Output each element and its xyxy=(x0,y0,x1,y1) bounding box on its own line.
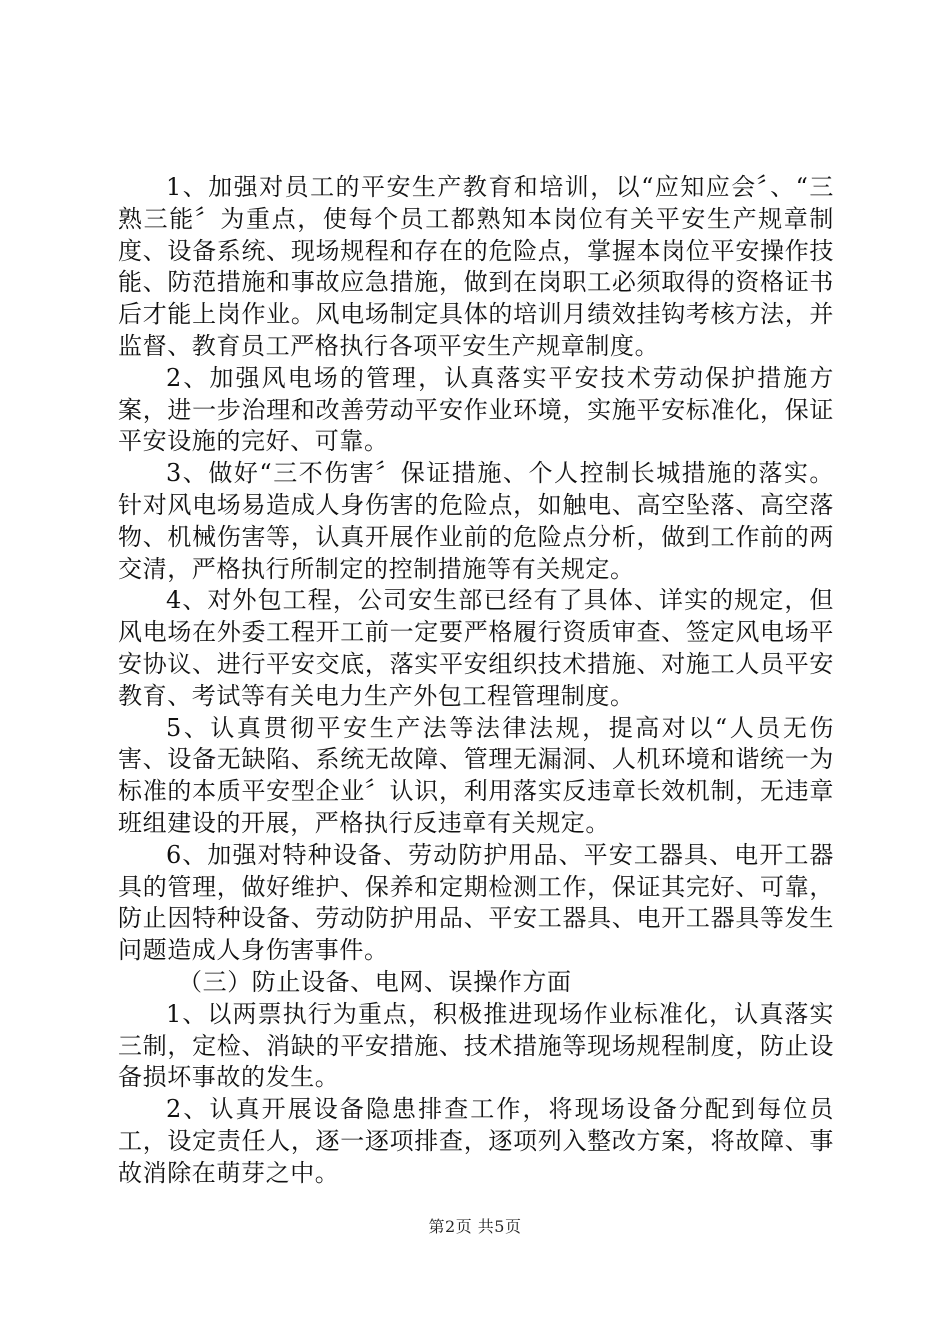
page-number-footer: 第2页 共5页 xyxy=(428,1217,522,1236)
paragraph-2: 2、加强风电场的管理，认真落实平安技术劳动保护措施方案，进一步治理和改善劳动平安作业环境，实施平安标准化，保证平安设施的完好、可靠。 xyxy=(118,363,834,456)
paragraph-1: 1、加强对员工的平安生产教育和培训，以“应知应会〞、“三熟三能〞为重点，使每个员工都熟知本岗位有关平安生产规章制度、设备系统、现场规程和存在的危险点，掌握本岗位平安操作技能、防范措施和事故应急措施，做到在岗职工必须取得的资格证书后才能上岗作业。风电场制定具体的培训月绩效挂钩考核方法，并监督、教育员工严格执行各项平安生产规章制度。 xyxy=(118,173,834,360)
paragraph-3: 3、做好“三不伤害〞保证措施、个人控制长城措施的落实。针对风电场易造成人身伤害的危险点，如触电、高空坠落、高空落物、机械伤害等，认真开展作业前的危险点分析，做到工作前的两交清，严格执行所制定的控制措施等有关规定。 xyxy=(118,459,834,583)
paragraph-5: 5、认真贯彻平安生产法等法律法规，提高对以“人员无伤害、设备无缺陷、系统无故障、管理无漏洞、人机环境和谐统一为标准的本质平安型企业〞认识，利用落实反违章长效机制，无违章班组建设的开展，严格执行反违章有关规定。 xyxy=(118,713,834,837)
section-paragraph-1: 1、以两票执行为重点，积极推进现场作业标准化，认真落实三制，定检、消缺的平安措施、技术措施等现场规程制度，防止设备损坏事故的发生。 xyxy=(118,999,834,1092)
paragraph-6: 6、加强对特种设备、劳动防护用品、平安工器具、电开工器具的管理，做好维护、保养和定期检测工作，保证其完好、可靠，防止因特种设备、劳动防护用品、平安工器具、电开工器具等发生问题造成人身伤害事件。 xyxy=(118,840,834,965)
section-heading: （三）防止设备、电网、误操作方面 xyxy=(178,967,572,996)
paragraph-4: 4、对外包工程，公司安生部已经有了具体、详实的规定，但风电场在外委工程开工前一定要严格履行资质审查、签定风电场平安协议、进行平安交底，落实平安组织技术措施、对施工人员平安教育、考试等有关电力生产外包工程管理制度。 xyxy=(118,586,834,710)
section-paragraph-2: 2、认真开展设备隐患排查工作，将现场设备分配到每位员工，设定责任人，逐一逐项排查，逐项列入整改方案，将故障、事故消除在萌芽之中。 xyxy=(118,1095,834,1187)
document-body xyxy=(118,172,834,1190)
